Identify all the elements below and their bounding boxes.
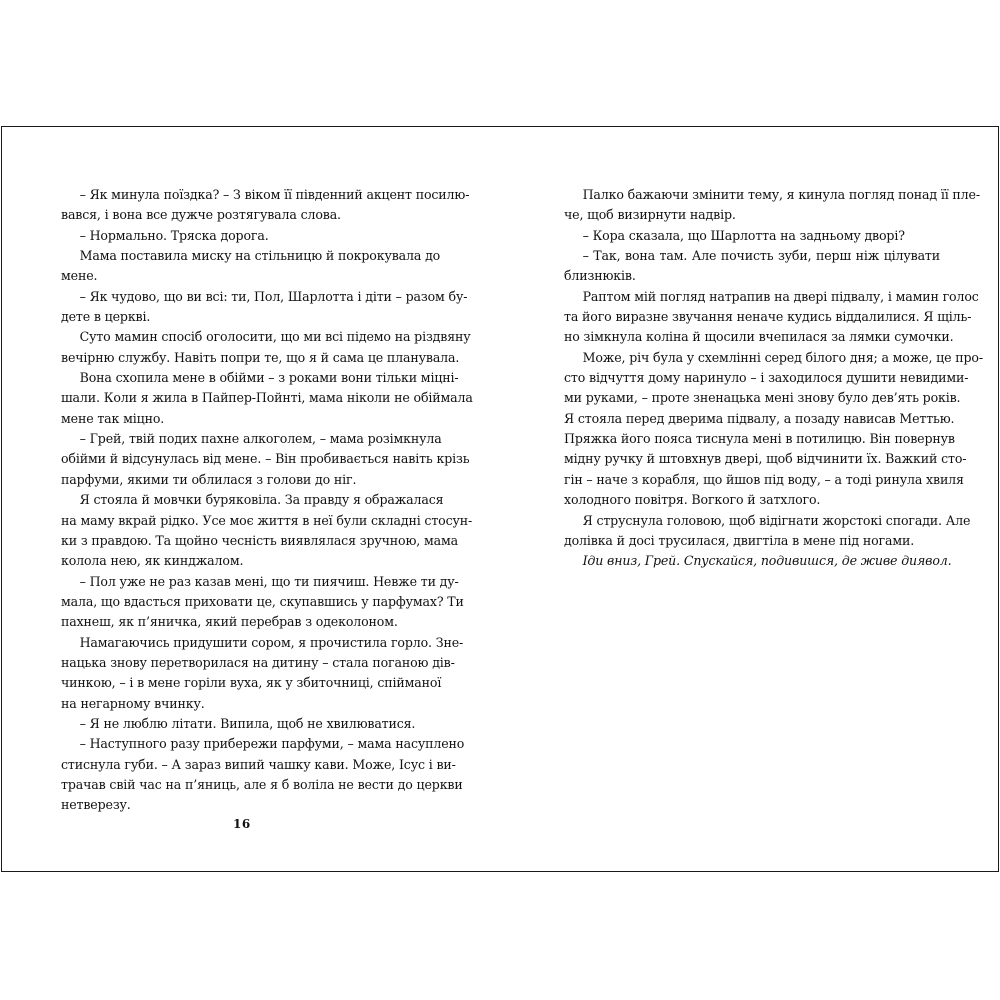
text-line: вався, і вона все дужче розтягувала слова. [61, 207, 341, 223]
text-line: нетверезу. [61, 797, 131, 813]
text-line: долівка й досі трусилася, двигтіла в мене під ногами. [564, 532, 915, 548]
text-line: Іди вниз, Грей. Спускайся, подивишся, де живе диявол. [564, 553, 952, 569]
text-line: Мама поставила миску на стільницю й покрокувала до [61, 248, 441, 264]
paragraph [564, 348, 983, 511]
text-line: мене так міцно. [61, 410, 165, 426]
paragraph [61, 429, 470, 490]
text-line: Вона схопила мене в обійми – з роками вони тільки міцні- [61, 370, 459, 386]
text-line: Пряжка його пояса тиснула мені в потилицю. Він повернув [564, 431, 955, 447]
text-line: парфуми, якими ти облилася з голови до ніг. [61, 471, 357, 487]
paragraph [61, 246, 441, 287]
text-line: Може, річ була у схемлінні серед білого дня; а може, це про- [564, 349, 983, 365]
text-line: мідну ручку й штовхнув двері, щоб відчинити їх. Важкий сто- [564, 451, 967, 467]
text-line: – Як минула поїздка? – З віком її південний акцент посилю- [61, 187, 470, 202]
text-line: ки з правдою. Та щойно чесність виявлялася зручною, мама [61, 532, 459, 548]
paragraph [61, 327, 471, 368]
paragraph [61, 714, 435, 734]
text-line: дете в церкві. [61, 309, 151, 325]
text-line: Я стояла перед дверима підвалу, а позаду нависав Меттью. [564, 410, 955, 426]
paragraph [564, 246, 940, 287]
right-page-text [564, 185, 983, 572]
text-line: чинкою, – і в мене горіли вуха, як у збиточниці, спійманої [61, 675, 442, 691]
paragraph [61, 185, 470, 226]
text-line: шали. Коли я жила в Пайпер-Пойнті, мама ніколи не обіймала [61, 390, 473, 406]
paragraph [61, 572, 464, 633]
text-line: на маму вкрай рідко. Усе моє життя в неї були складні стосун- [61, 512, 473, 528]
paragraph [61, 368, 473, 429]
text-line: – Так, вона там. Але почисть зуби, перш ніж цілувати [564, 248, 940, 264]
text-line: мене. [61, 268, 98, 284]
left-page-text [61, 185, 473, 816]
text-line: Палко бажаючи змінити тему, я кинула погляд понад її пле- [564, 187, 980, 202]
text-line: Раптом мій погляд натрапив на двері підвалу, і мамин голос [564, 288, 979, 304]
text-line: трачав свій час на п’яниць, але я б воліла не вести до церкви [61, 776, 463, 792]
paragraph [564, 287, 979, 348]
text-line: вечірню службу. Навіть попри те, що я й сама це планувала. [61, 349, 460, 365]
paragraph [61, 226, 435, 246]
text-line: – Як чудово, що ви всі: ти, Пол, Шарлотта і діти – разом бу- [61, 288, 468, 304]
text-line: на негарному вчинку. [61, 695, 205, 711]
text-line: но зімкнула коліна й щосили вчепилася за лямки сумочки. [564, 329, 954, 345]
text-line: мала, що вдасться приховати це, скупавшись у парфумах? Ти [61, 593, 464, 609]
paragraph [564, 511, 971, 552]
page-number: 16 [233, 817, 251, 831]
text-line: гін – наче з корабля, що йшов під воду, – а тоді ринула хвиля [564, 471, 964, 487]
text-line: Намагаючись придушити сором, я прочистила горло. Зне- [61, 634, 464, 650]
text-line: ми руками, – проте зненацька мені знову було дев’ять років. [564, 390, 961, 406]
text-line: колола нею, як кинджалом. [61, 553, 244, 569]
text-line: – Я не люблю літати. Випила, щоб не хвилюватися. [61, 715, 416, 731]
paragraph [61, 490, 473, 571]
book-spread [1, 126, 999, 872]
text-line: холодного повітря. Вогкого й затхлого. [564, 492, 821, 508]
text-line: нацька знову перетворилася на дитину – стала поганою дів- [61, 654, 455, 670]
text-line: обійми й відсунулась від мене. – Він пробивається навіть крізь [61, 451, 470, 467]
paragraph [61, 734, 465, 815]
text-line: стиснула губи. – А зараз випий чашку кави. Може, Ісус і ви- [61, 756, 456, 772]
text-line: сто відчуття дому наринуло – і заходилося душити невидими- [564, 370, 969, 386]
paragraph [564, 551, 952, 571]
paragraph [61, 287, 468, 328]
text-line: – Пол уже не раз казав мені, що ти пиячиш. Невже ти ду- [61, 573, 459, 589]
paragraph [564, 185, 980, 226]
text-line: Я струснула головою, щоб відігнати жорстокі спогади. Але [564, 512, 971, 528]
text-line: – Нормально. Тряска дорога. [61, 227, 269, 243]
text-line: Суто мамин спосіб оголосити, що ми всі підемо на різдвяну [61, 329, 471, 345]
text-line: – Грей, твій подих пахне алкоголем, – мама розімкнула [61, 431, 442, 447]
text-line: – Наступного разу прибережи парфуми, – мама насуплено [61, 736, 465, 752]
text-line: та його виразне звучання неначе кудись віддалилися. Я щіль- [564, 309, 972, 325]
text-line: че, щоб визирнути надвір. [564, 207, 736, 223]
paragraph [61, 633, 464, 714]
text-line: Я стояла й мовчки буряковіла. За правду я ображалася [61, 492, 444, 508]
text-line: – Кора сказала, що Шарлотта на задньому дворі? [564, 227, 905, 243]
text-line: пахнеш, як п’яничка, який перебрав з одеколоном. [61, 614, 398, 630]
paragraph [564, 226, 940, 246]
text-line: близнюків. [564, 268, 636, 284]
